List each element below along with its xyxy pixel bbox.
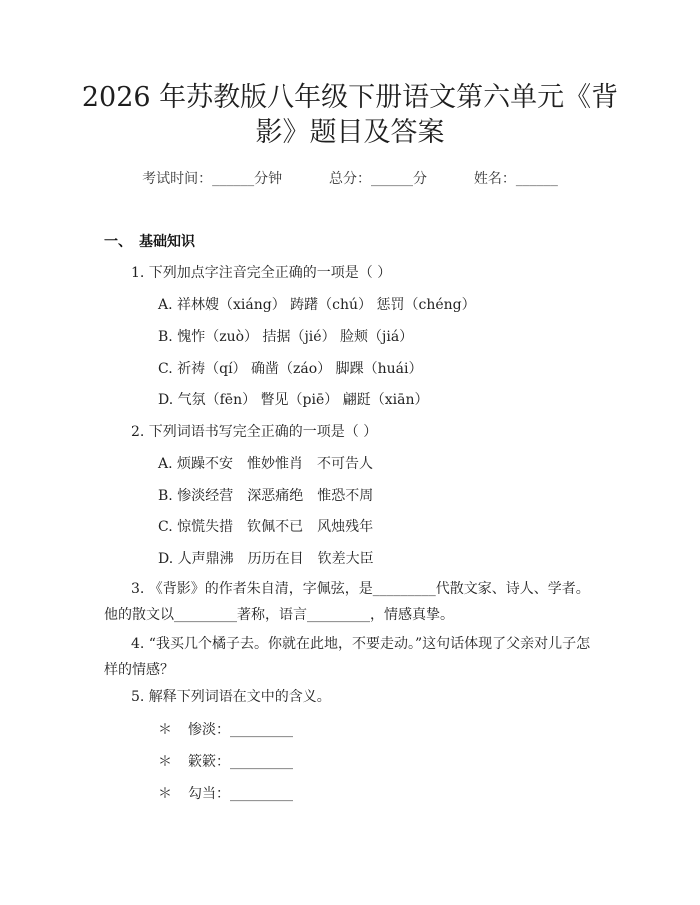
question-1-stem: 1. 下列加点字注音完全正确的一项是（ ） — [131, 265, 392, 281]
question-5-item-1 — [158, 719, 293, 739]
bullet-icon: ＊ — [158, 786, 172, 802]
bullet-icon: ＊ — [158, 722, 172, 738]
exam-name: 姓名：______ — [473, 171, 558, 187]
question-5-item-2 — [158, 751, 293, 771]
question-4: 4. “我买几个橘子去。你就在此地，不要走动。”这句话体现了父亲对儿子怎样的情感？ — [104, 636, 591, 678]
question-5-item-3 — [158, 783, 293, 803]
item-text: 惨淡：_________ — [188, 722, 293, 738]
question-2-option-c: C. 惊慌失措 钦佩不已 风烛残年 — [158, 519, 374, 535]
exam-meta — [0, 168, 700, 188]
exam-score: 总分：______分 — [329, 171, 427, 187]
bullet-icon: ＊ — [158, 754, 172, 770]
question-1-option-c: C. 祈祷（qí） 确凿（záo） 脚踝（huái） — [158, 361, 423, 377]
doc-title-line-2: 影》题目及答案 — [255, 117, 445, 148]
section-heading-basic-knowledge: 一、 基础知识 — [104, 234, 195, 250]
question-1-option-d: D. 气氛（fēn） 瞥见（piē） 翩跹（xiān） — [158, 392, 429, 408]
question-5-stem: 5. 解释下列词语在文中的含义。 — [131, 689, 331, 705]
question-3: 3. 《背影》的作者朱自清，字佩弦，是_________代散文家、诗人、学者。他的散文以_________著称，语言_________，情感真挚。 — [104, 581, 590, 623]
item-text: 勾当：_________ — [188, 786, 293, 802]
question-1-option-b: B. 愧怍（zuò） 拮据（jié） 脸颊（jiá） — [158, 329, 414, 345]
question-1-option-a: A. 祥林嫂（xiáng） 踌躇（chú） 惩罚（chéng） — [158, 297, 476, 313]
exam-time: 考试时间：______分钟 — [142, 171, 283, 187]
question-2-option-d: D. 人声鼎沸 历历在目 钦差大臣 — [158, 551, 374, 567]
doc-title-line-1: 2026 年苏教版八年级下册语文第六单元《背 — [81, 82, 619, 113]
question-2-stem: 2. 下列词语书写完全正确的一项是（ ） — [131, 424, 378, 440]
item-text: 簌簌：_________ — [188, 754, 293, 770]
question-2-option-b: B. 惨淡经营 深恶痛绝 惟恐不周 — [158, 488, 374, 504]
question-2-option-a: A. 烦躁不安 惟妙惟肖 不可告人 — [158, 456, 374, 472]
